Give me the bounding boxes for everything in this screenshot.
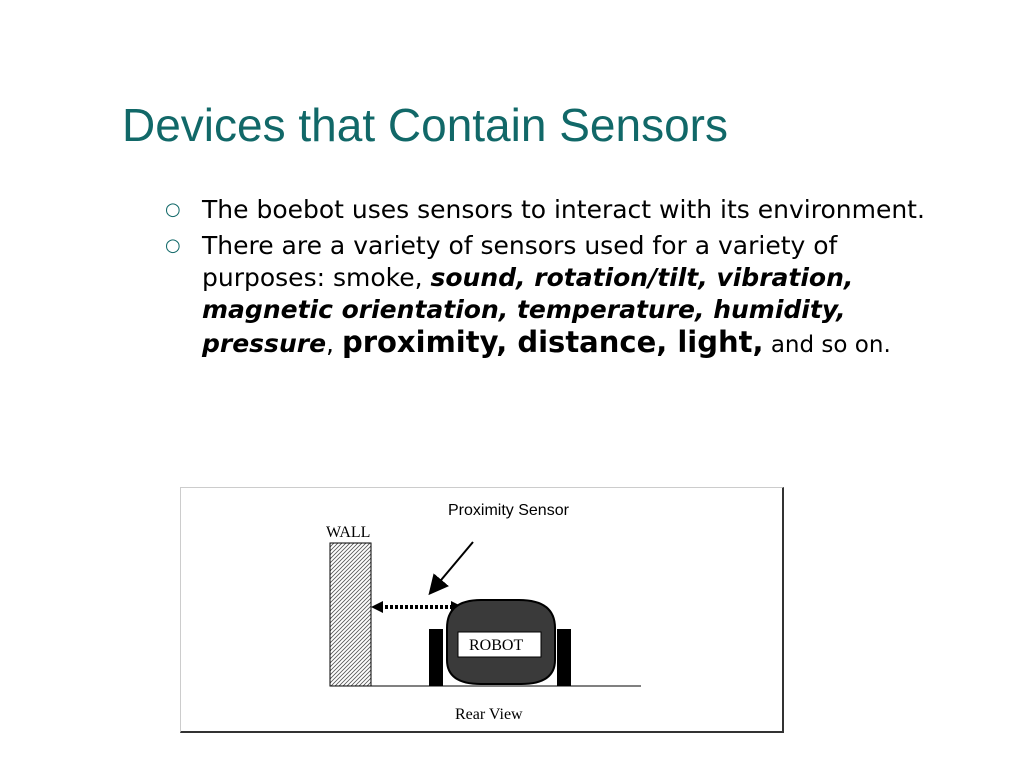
wall-label: WALL (326, 524, 371, 541)
bullet-text-end: and so on. (763, 332, 891, 358)
robot-label: ROBOT (469, 637, 524, 654)
rear-view-label: Rear View (455, 706, 523, 723)
bullet-item (165, 230, 955, 361)
proximity-sensor-label: Proximity Sensor (448, 502, 569, 519)
bullet-marker-icon: ○ (165, 235, 181, 256)
bullet-text-plain: There are a variety of sensors used for a variety of purposes: smoke, (202, 231, 838, 292)
pointer-arrow-icon (431, 542, 473, 592)
right-wheel (557, 629, 571, 686)
slide-title: Devices that Contain Sensors (122, 99, 728, 151)
bullet-text-bold-italic: sound, rotation/tilt, vibration, magnetic orientation, temperature, humidity, pressure (202, 263, 854, 358)
arrow-left-icon (371, 601, 383, 613)
bullet-marker-icon: ○ (165, 199, 181, 220)
bullet-text-comma: , (326, 329, 334, 358)
bullet-item (165, 194, 955, 226)
bullet-text-bold-large: proximity, distance, light, (341, 325, 764, 359)
figure-drawing (181, 488, 785, 734)
proximity-sensor-figure (180, 487, 784, 733)
wall-shape (330, 543, 371, 686)
bullet-list (165, 194, 955, 365)
left-wheel (429, 629, 443, 686)
bullet-text: The boebot uses sensors to interact with its environment. (202, 195, 925, 224)
